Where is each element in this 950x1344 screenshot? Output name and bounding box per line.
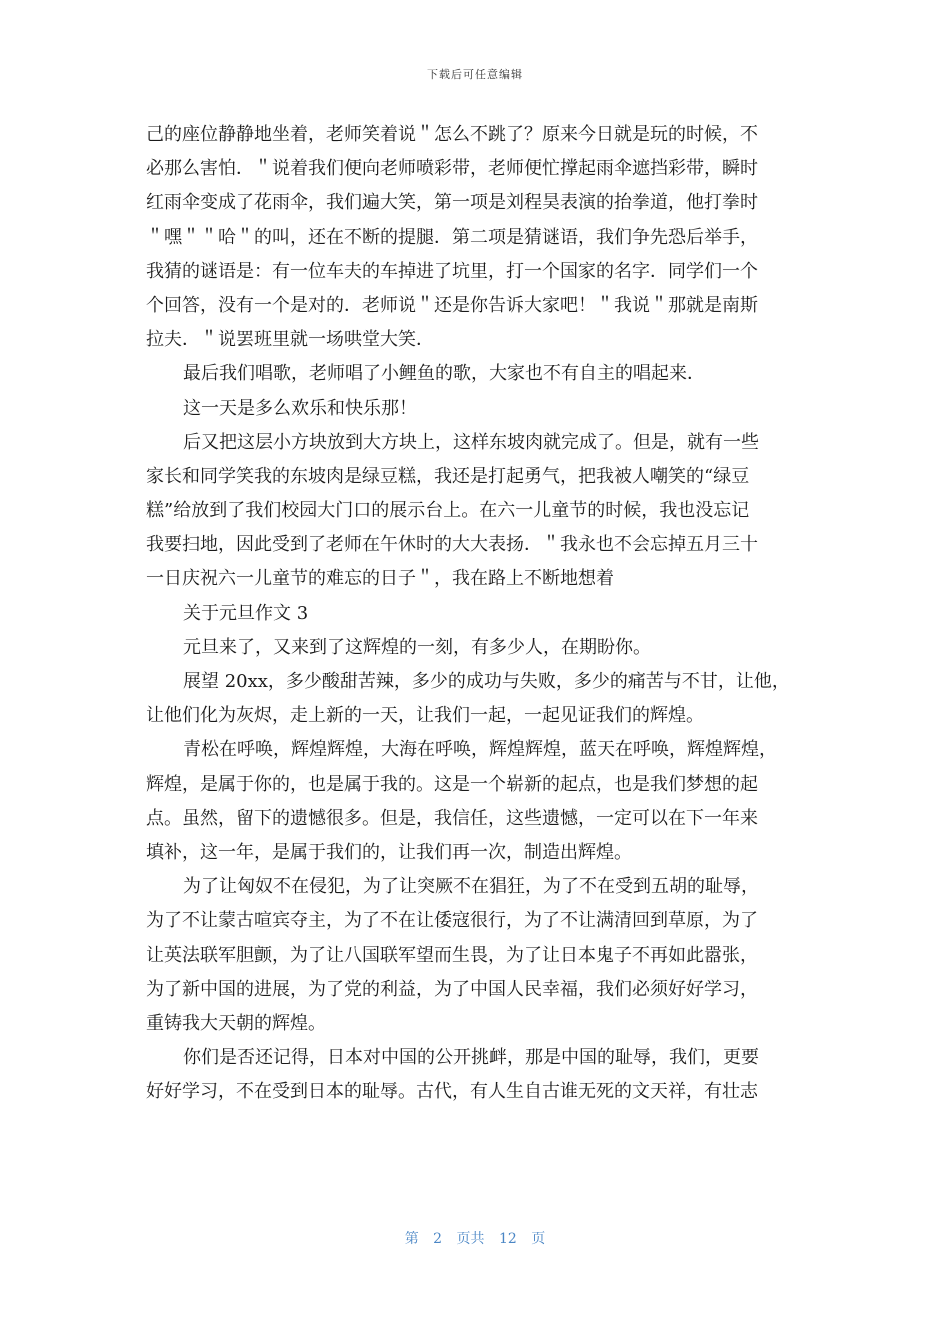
text-line: 为了让匈奴不在侵犯，为了让突厥不在猖狂，为了不在受到五胡的耻辱， [183, 876, 759, 898]
text-line: 糕”给放到了我们校园大门口的展示台上。在六一儿童节的时候，我也没忘记 [146, 500, 750, 522]
text-line: 青松在呼唤，辉煌辉煌，大海在呼唤，辉煌辉煌，蓝天在呼唤，辉煌辉煌， [183, 739, 777, 761]
text-line: 最后我们唱歌，老师唱了小鲤鱼的歌，大家也不有自主的唱起来． [183, 363, 705, 385]
text-line: 红雨伞变成了花雨伞，我们遍大笑，第一项是刘程昊表演的抬拳道，他打拳时 [146, 192, 758, 214]
text-line: 个回答，没有一个是对的．老师说＂还是你告诉大家吧！＂我说＂那就是南斯 [146, 294, 758, 316]
text-line: 必那么害怕．＂说着我们便向老师喷彩带，老师便忙撑起雨伞遮挡彩带，瞬时 [146, 158, 758, 180]
text-line: 辉煌，是属于你的，也是属于我的。这是一个崭新的起点，也是我们梦想的起 [146, 773, 758, 795]
text-line: 为了不让蒙古喧宾夺主，为了不在让倭寇很行，为了不让满清回到草原，为了 [146, 910, 758, 932]
text-line: 我猜的谜语是：有一位车夫的车掉进了坑里，打一个国家的名字．同学们一个 [146, 260, 758, 282]
page-header: 下载后可任意编辑 [427, 68, 523, 81]
text-line: 这一天是多么欢乐和快乐那！ [183, 397, 417, 419]
document-body [146, 118, 816, 1109]
text-line: 为了新中国的进展，为了党的利益，为了中国人民幸福，我们必须好好学习， [146, 978, 758, 1000]
text-line: 元旦来了，又来到了这辉煌的一刻，有多少人，在期盼你。 [183, 636, 651, 658]
text-line: 你们是否还记得，日本对中国的公开挑衅，那是中国的耻辱，我们，更要 [183, 1047, 759, 1069]
text-line: 让他们化为灰烬，走上新的一天，让我们一起，一起见证我们的辉煌。 [146, 705, 704, 727]
text-line: 家长和同学笑我的东坡肉是绿豆糕，我还是打起勇气，把我被人嘲笑的“绿豆 [146, 465, 750, 487]
text-line: 我要扫地，因此受到了老师在午休时的大大表扬．＂我永也不会忘掉五月三十 [146, 534, 758, 556]
text-line: 让英法联军胆颤，为了让八国联军望而生畏，为了让日本鬼子不再如此嚣张， [146, 944, 758, 966]
text-line: 点。虽然，留下的遗憾很多。但是，我信任，这些遗憾，一定可以在下一年来 [146, 807, 758, 829]
text-line: 后又把这层小方块放到大方块上，这样东坡肉就完成了。但是，就有一些 [183, 431, 759, 453]
text-line: 一日庆祝六一儿童节的难忘的日子＂，我在路上不断地想着 [146, 568, 614, 590]
text-line: 展望 20xx，多少酸甜苦辣，多少的成功与失败，多少的痛苦与不甘，让他， [183, 671, 790, 692]
page-number: 第 2 页共 12 页 [404, 1231, 546, 1247]
text-line: 拉夫．＂说罢班里就一场哄堂大笑． [146, 329, 434, 351]
text-line: 填补，这一年，是属于我们的，让我们再一次，制造出辉煌。 [146, 841, 632, 863]
text-line: 关于元旦作文 3 [183, 602, 309, 624]
text-line: ＂嘿＂＂哈＂的叫，还在不断的提腿．第二项是猜谜语，我们争先恐后举手， [146, 226, 758, 248]
text-line: 重铸我大天朝的辉煌。 [146, 1012, 326, 1034]
text-line: 己的座位静静地坐着，老师笑着说＂怎么不跳了？原来今日就是玩的时候，不 [146, 124, 758, 145]
text-line: 好好学习，不在受到日本的耻辱。古代，有人生自古谁无死的文天祥，有壮志 [146, 1081, 758, 1103]
